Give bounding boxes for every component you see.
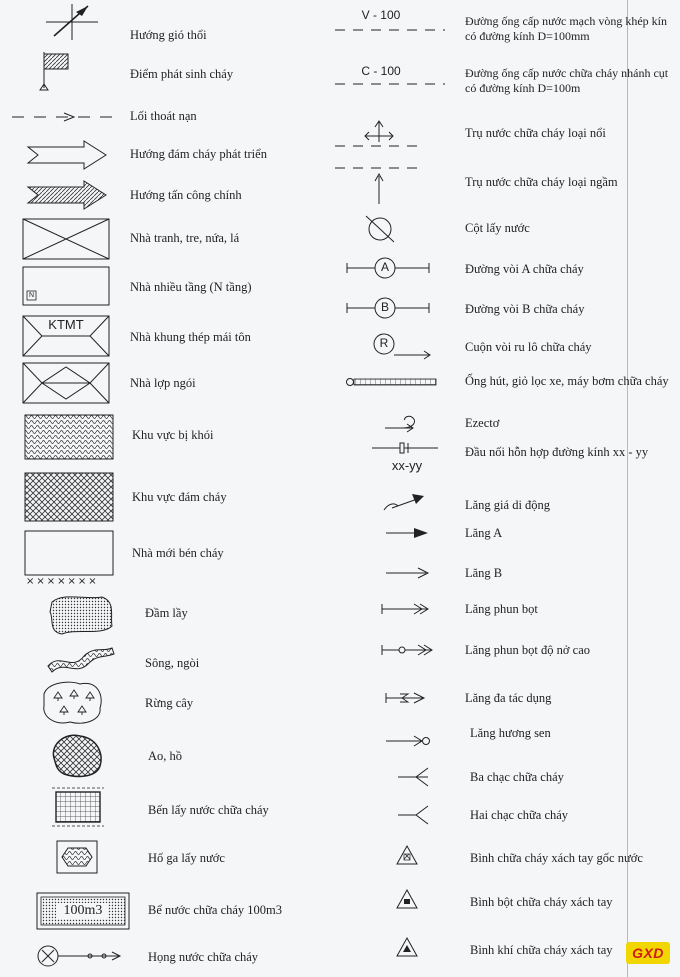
legend-label-right-18: Lăng hương sen [470,726,551,740]
swamp-icon [46,594,116,636]
branch-pipe-icon [335,64,445,88]
water-extinguisher-icon [395,844,419,866]
multi-storey-house-icon [22,266,110,306]
legend-label-right-9: Ống hút, giỏ lọc xe, máy bơm chữa cháy [465,374,669,388]
coupling-icon [370,440,440,473]
legend-label-right-12: Lăng giá di động [465,498,551,512]
storey-count-tag: N [29,292,35,299]
svg-text:×××××××: ××××××× [26,576,99,587]
hose-reel-icon [370,333,434,361]
water-intake-dock-icon [50,786,106,828]
tank-capacity-tag: 100m3 [63,903,103,918]
fire-hydrant-valve-icon [36,944,128,968]
legend-label-left-10: Khu vực bị khói [132,428,214,442]
pond-icon [46,730,106,780]
legend-label-left-20: Họng nước chữa cháy [148,950,259,964]
above-ground-hydrant-icon [335,118,425,152]
gxd-watermark-logo: GXD [626,942,670,964]
burning-neighbor-house-icon [24,530,116,586]
legend-label-right-11: Đầu nối hỗn hợp đường kính xx - yy [465,445,649,459]
legend-label-right-23: Bình khí chữa cháy xách tay [470,943,613,957]
legend-label-left-8: Nhà khung thép mái tôn [130,330,251,344]
nozzle-b-icon [384,566,430,580]
smoke-area-icon [24,414,114,460]
legend-label-left-1: Hướng gió thổi [130,28,207,42]
hose-b-tag: B [380,300,389,314]
legend-label-right-10: Ezectơ [465,416,500,430]
mobile-nozzle-icon [382,492,428,516]
ktmt-tag: KTMT [48,317,84,332]
gas-extinguisher-icon [395,936,419,958]
legend-label-left-11: Khu vực đám cháy [132,490,227,504]
legend-label-right-8: Cuộn vòi ru lô chữa cháy [465,340,592,354]
foam-nozzle-icon [380,602,432,616]
legend-label-left-19: Bể nước chữa cháy 100m3 [148,903,283,917]
thatch-house-icon [22,218,110,260]
suction-hose-icon [345,374,439,390]
legend-label-right-3: Trụ nước chữa cháy loại nổi [465,126,606,140]
tile-roof-house-icon [22,362,110,404]
underground-hydrant-icon [335,162,425,208]
hose-a-tag: A [380,260,389,274]
legend-label-left-15: Rừng cây [145,696,194,710]
hose-reel-tag: R [379,336,389,350]
main-attack-arrow-icon [26,180,108,210]
water-column-icon [360,212,400,246]
legend-label-right-19: Ba chạc chữa cháy [470,770,564,784]
legend-label-right-6: Đường vòi A chữa cháy [465,262,584,276]
legend-label-left-7: Nhà nhiều tầng (N tầng) [130,280,252,294]
legend-label-right-14: Lăng B [465,566,503,580]
steel-frame-house-icon [22,315,110,357]
legend-label-left-18: Hố ga lấy nước [148,851,225,865]
legend-label-left-3: Lối thoát nạn [130,109,197,123]
legend-label-right-4: Trụ nước chữa cháy loại ngầm [465,175,618,189]
legend-label-left-13: Đầm lầy [145,606,188,620]
legend-label-left-2: Điểm phát sinh cháy [130,67,234,81]
hose-a-icon [345,256,431,280]
legend-label-left-16: Ao, hồ [148,749,183,763]
legend-label-left-4: Hướng đám cháy phát triển [130,147,267,161]
lotus-nozzle-icon [384,734,434,748]
two-way-splitter-icon [396,804,432,826]
ejector-icon [383,412,423,434]
legend-label-left-6: Nhà tranh, tre, nứa, lá [130,231,240,245]
fire-origin-flag-icon [36,50,76,94]
legend-label-right-1: Đường ống cấp nước mạch vòng khép kín có đường kính D=100mm [465,14,667,43]
coupling-tag: xx-yy [391,458,423,473]
legend-label-left-9: Nhà lợp ngói [130,376,196,390]
legend-label-right-15: Lăng phun bọt [465,602,538,616]
powder-extinguisher-icon [395,888,419,910]
hose-b-icon [345,296,431,320]
escape-route-icon [12,110,112,124]
high-expansion-foam-nozzle-icon [380,643,436,657]
legend-label-left-5: Hướng tấn công chính [130,188,242,202]
branch-pipe-tag: C - 100 [361,64,401,78]
wind-direction-icon [42,2,102,42]
legend-label-right-22: Bình bột chữa cháy xách tay [470,895,613,909]
nozzle-a-icon [384,526,430,540]
forest-icon [40,680,106,726]
water-manhole-icon [56,840,98,874]
ring-main-pipe-icon [335,8,445,34]
water-tank-icon [36,892,130,930]
legend-label-right-16: Lăng phun bọt độ nở cao [465,643,590,657]
legend-label-right-5: Cột lấy nước [465,221,530,235]
legend-label-right-13: Lăng A [465,526,503,540]
margin-line [627,0,628,977]
multi-purpose-nozzle-icon [384,691,430,705]
fire-spread-arrow-icon [26,140,108,170]
legend-label-right-20: Hai chạc chữa cháy [470,808,569,822]
legend-label-right-17: Lăng đa tác dụng [465,691,552,705]
ring-pipe-tag: V - 100 [361,8,401,22]
legend-label-right-2: Đường ống cấp nước chữa cháy nhánh cụt có đường kính D=100m [465,66,669,95]
three-way-splitter-icon [396,766,432,788]
fire-area-icon [24,472,114,522]
legend-label-left-17: Bến lấy nước chữa cháy [148,803,269,817]
river-icon [44,642,116,676]
legend-label-right-21: Bình chữa cháy xách tay gốc nước [470,851,643,865]
legend-label-left-12: Nhà mới bén cháy [132,546,224,560]
legend-label-right-7: Đường vòi B chữa cháy [465,302,585,316]
legend-label-left-14: Sông, ngòi [145,656,200,670]
